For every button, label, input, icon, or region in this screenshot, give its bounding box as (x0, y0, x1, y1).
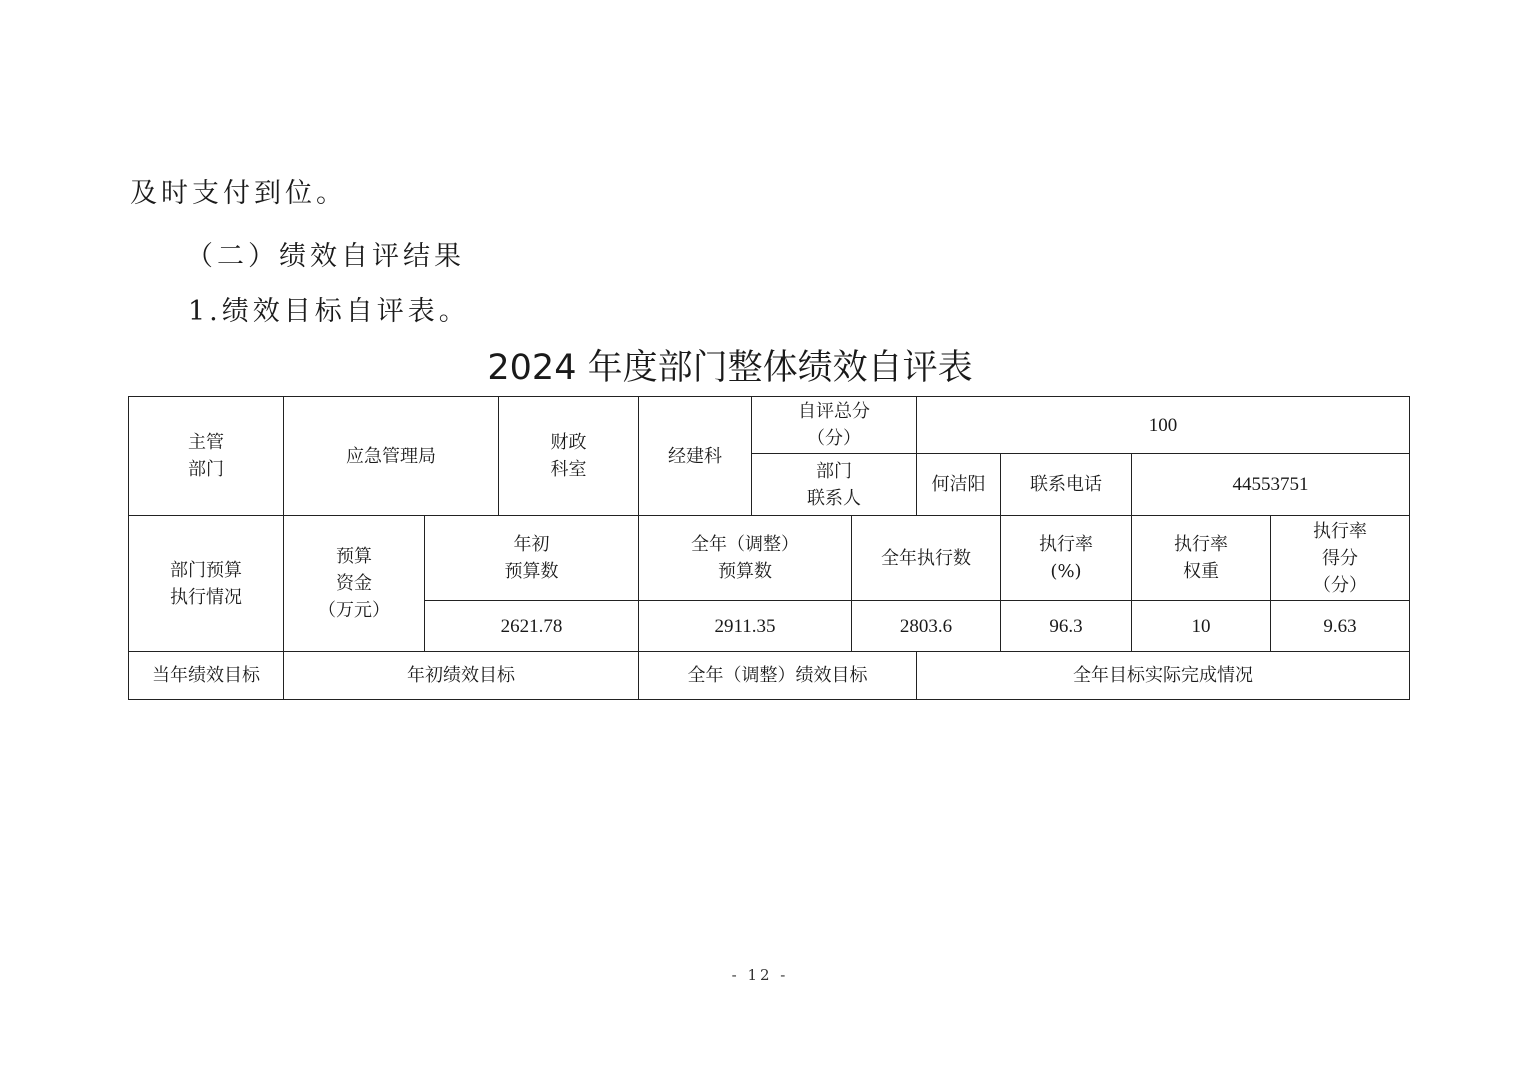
adjusted-budget-header (639, 516, 852, 601)
rate-weight-value: 10 (1132, 601, 1271, 652)
actual-completion-header: 全年目标实际完成情况 (917, 652, 1410, 700)
finance-label-line: 科室 (550, 459, 587, 480)
budget-section-label-cell (129, 516, 284, 652)
finance-value-cell: 经建科 (639, 397, 752, 516)
score-label-line: （分） (807, 428, 861, 449)
fund-label-line: 预算 (336, 546, 372, 567)
contact-value-cell: 何洁阳 (917, 454, 1001, 516)
fund-label-line: （万元） (318, 600, 390, 621)
body-paragraph: 及时支付到位。 (130, 178, 347, 209)
executed-header: 全年执行数 (852, 516, 1001, 601)
performance-self-evaluation-table (128, 396, 1410, 700)
contact-label-line: 部门 (816, 460, 852, 482)
adjusted-budget-value: 2911.35 (639, 601, 852, 652)
header-line: （分） (1313, 574, 1367, 596)
header-line: 预算数 (504, 561, 559, 582)
dept-label-line: 部门 (188, 459, 224, 480)
table-row (129, 516, 1410, 601)
score-label-cell (752, 397, 917, 454)
subsection-heading: 1.绩效目标自评表。 (188, 296, 470, 327)
header-line: (%) (1050, 561, 1082, 582)
header-line: 执行率 (1174, 534, 1228, 555)
initial-budget-header (425, 516, 639, 601)
budget-section-label-line: 执行情况 (170, 586, 242, 608)
table-row (129, 397, 1410, 454)
rate-weight-header (1132, 516, 1271, 601)
header-line: 全年（调整） (691, 534, 799, 555)
header-line: 预算数 (718, 561, 772, 582)
dept-label-cell (129, 397, 284, 516)
score-value-cell: 100 (917, 397, 1410, 454)
execution-rate-header (1001, 516, 1132, 601)
dept-value-cell: 应急管理局 (284, 397, 499, 516)
section-heading: （二）绩效自评结果 (186, 241, 465, 272)
initial-goal-header: 年初绩效目标 (284, 652, 639, 700)
phone-value-cell: 44553751 (1132, 454, 1410, 516)
adjusted-goal-header: 全年（调整）绩效目标 (639, 652, 917, 700)
header-line: 得分 (1322, 547, 1358, 569)
finance-label-cell (499, 397, 639, 516)
score-label-line: 自评总分 (798, 401, 870, 422)
header-line: 执行率 (1313, 520, 1367, 542)
table-row (129, 652, 1410, 700)
fund-label-cell (284, 516, 425, 652)
rate-score-value: 9.63 (1271, 601, 1410, 652)
executed-value: 2803.6 (852, 601, 1001, 652)
table-title: 2024 年度部门整体绩效自评表 (487, 348, 973, 388)
header-line: 执行率 (1039, 534, 1093, 555)
header-line: 年初 (513, 534, 550, 555)
rate-score-header (1271, 516, 1410, 601)
phone-label-cell: 联系电话 (1001, 454, 1132, 516)
contact-label-cell (752, 454, 917, 516)
fund-label-line: 资金 (336, 573, 372, 594)
dept-label-line: 主管 (188, 432, 224, 453)
contact-label-line: 联系人 (807, 487, 861, 509)
goals-label-cell: 当年绩效目标 (129, 652, 284, 700)
initial-budget-value: 2621.78 (425, 601, 639, 652)
header-line: 权重 (1183, 561, 1219, 582)
budget-section-label-line: 部门预算 (170, 559, 242, 581)
page-number: - 12 - (731, 966, 789, 984)
execution-rate-value: 96.3 (1001, 601, 1132, 652)
finance-label-line: 财政 (550, 432, 587, 453)
